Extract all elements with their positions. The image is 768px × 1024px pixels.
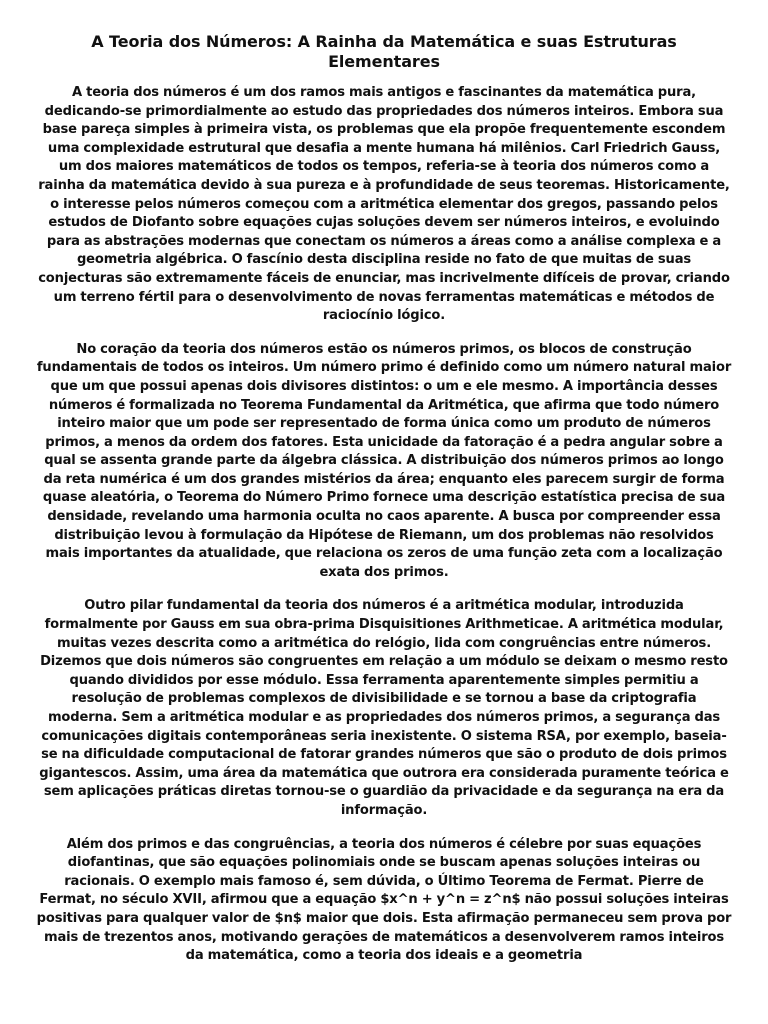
paragraph-modular-arithmetic: Outro pilar fundamental da teoria dos números é a aritmética modular, introduzida formalmente por Gauss em sua obra-prima Disquisitiones Arithmeticae. A aritmética modular, muitas vezes descrita como a aritmética do relógio, lida com congruências entre números. Dizemos que dois números são congruentes em relação a um módulo se deixam o mesmo resto quando divididos por esse módulo. Essa ferramenta aparentemente simples permitiu a resolução de problemas complexos de divisibilidade e se tornou a base da criptografia moderna. Sem a aritmética modular e as propriedades dos números primos, a segurança das comunicações digitais contemporâneas seria inexistente. O sistema RSA, por exemplo, baseia-se na dificuldade computacional de fatorar grandes números que são o produto de dois primos gigantescos. Assim, uma área da matemática que outrora era considerada puramente teórica e sem aplicações práticas diretas tornou-se o guardião da privacidade e da segurança na era da informação. — [39, 598, 729, 818]
paragraph-intro: A teoria dos números é um dos ramos mais antigos e fascinantes da matemática pura, dedicando-se primordialmente ao estudo das propriedades dos números inteiros. Embora sua base pareça simples à primeira vista, os problemas que ela propõe frequentemente escondem uma complexidade estrutural que desafia a mente humana há milênios. Carl Friedrich Gauss, um dos maiores matemáticos de todos os tempos, referia-se à teoria dos números como a rainha da matemática devido à sua pureza e à profundidade de seus teoremas. Historicamente, o interesse pelos números começou com a aritmética elementar dos gregos, passando pelos estudos de Diofanto sobre equações cujas soluções devem ser números inteiros, e evoluindo para as abstrações modernas que conectam os números a áreas como a análise complexa e a geometria algébrica. O fascínio desta disciplina reside no fato de que muitas de suas conjecturas são extremamente fáceis de enunciar, mas incrivelmente difíceis de provar, criando um terreno fértil para o desenvolvimento de novas ferramentas matemáticas e métodos de raciocínio lógico. — [38, 85, 730, 324]
paragraph-primes: No coração da teoria dos números estão os números primos, os blocos de construção fundamentais de todos os inteiros. Um número primo é definido como um número natural maior que um que possui apenas dois divisores distintos: o um e ele mesmo. A importância desses números é formalizada no Teorema Fundamental da Aritmética, que afirma que todo número inteiro maior que um pode ser representado de forma única como um produto de números primos, a menos da ordem dos fatores. Esta unicidade da fatoração é a pedra angular sobre a qual se assenta grande parte da álgebra clássica. A distribuição dos números primos ao longo da reta numérica é um dos grandes mistérios da área; enquanto eles parecem surgir de forma quase aleatória, o Teorema do Número Primo fornece uma descrição estatística precisa de sua densidade, revelando uma harmonia oculta no caos aparente. A busca por compreender essa distribuição levou à formulação da Hipótese de Riemann, um dos problemas não resolvidos mais importantes da atualidade, que relaciona os zeros de uma função zeta com a localização exata dos primos. — [36, 341, 732, 580]
document-title: A Teoria dos Números: A Rainha da Matemática e suas Estruturas Elementares — [91, 32, 677, 71]
paragraph-diophantine: Além dos primos e das congruências, a teoria dos números é célebre por suas equações diofantinas, que são equações polinomiais onde se buscam apenas soluções inteiras ou racionais. O exemplo mais famoso é, sem dúvida, o Último Teorema de Fermat. Pierre de Fermat, no século XVII, afirmou que a equação $x^n + y^n = z^n$ não possui soluções inteiras positivas para qualquer valor de $n$ maior que dois. Esta afirmação permaneceu sem prova por mais de trezentos anos, motivando gerações de matemáticos a desenvolverem ramos inteiros da matemática, como a teoria dos ideais e a geometria — [36, 836, 732, 964]
